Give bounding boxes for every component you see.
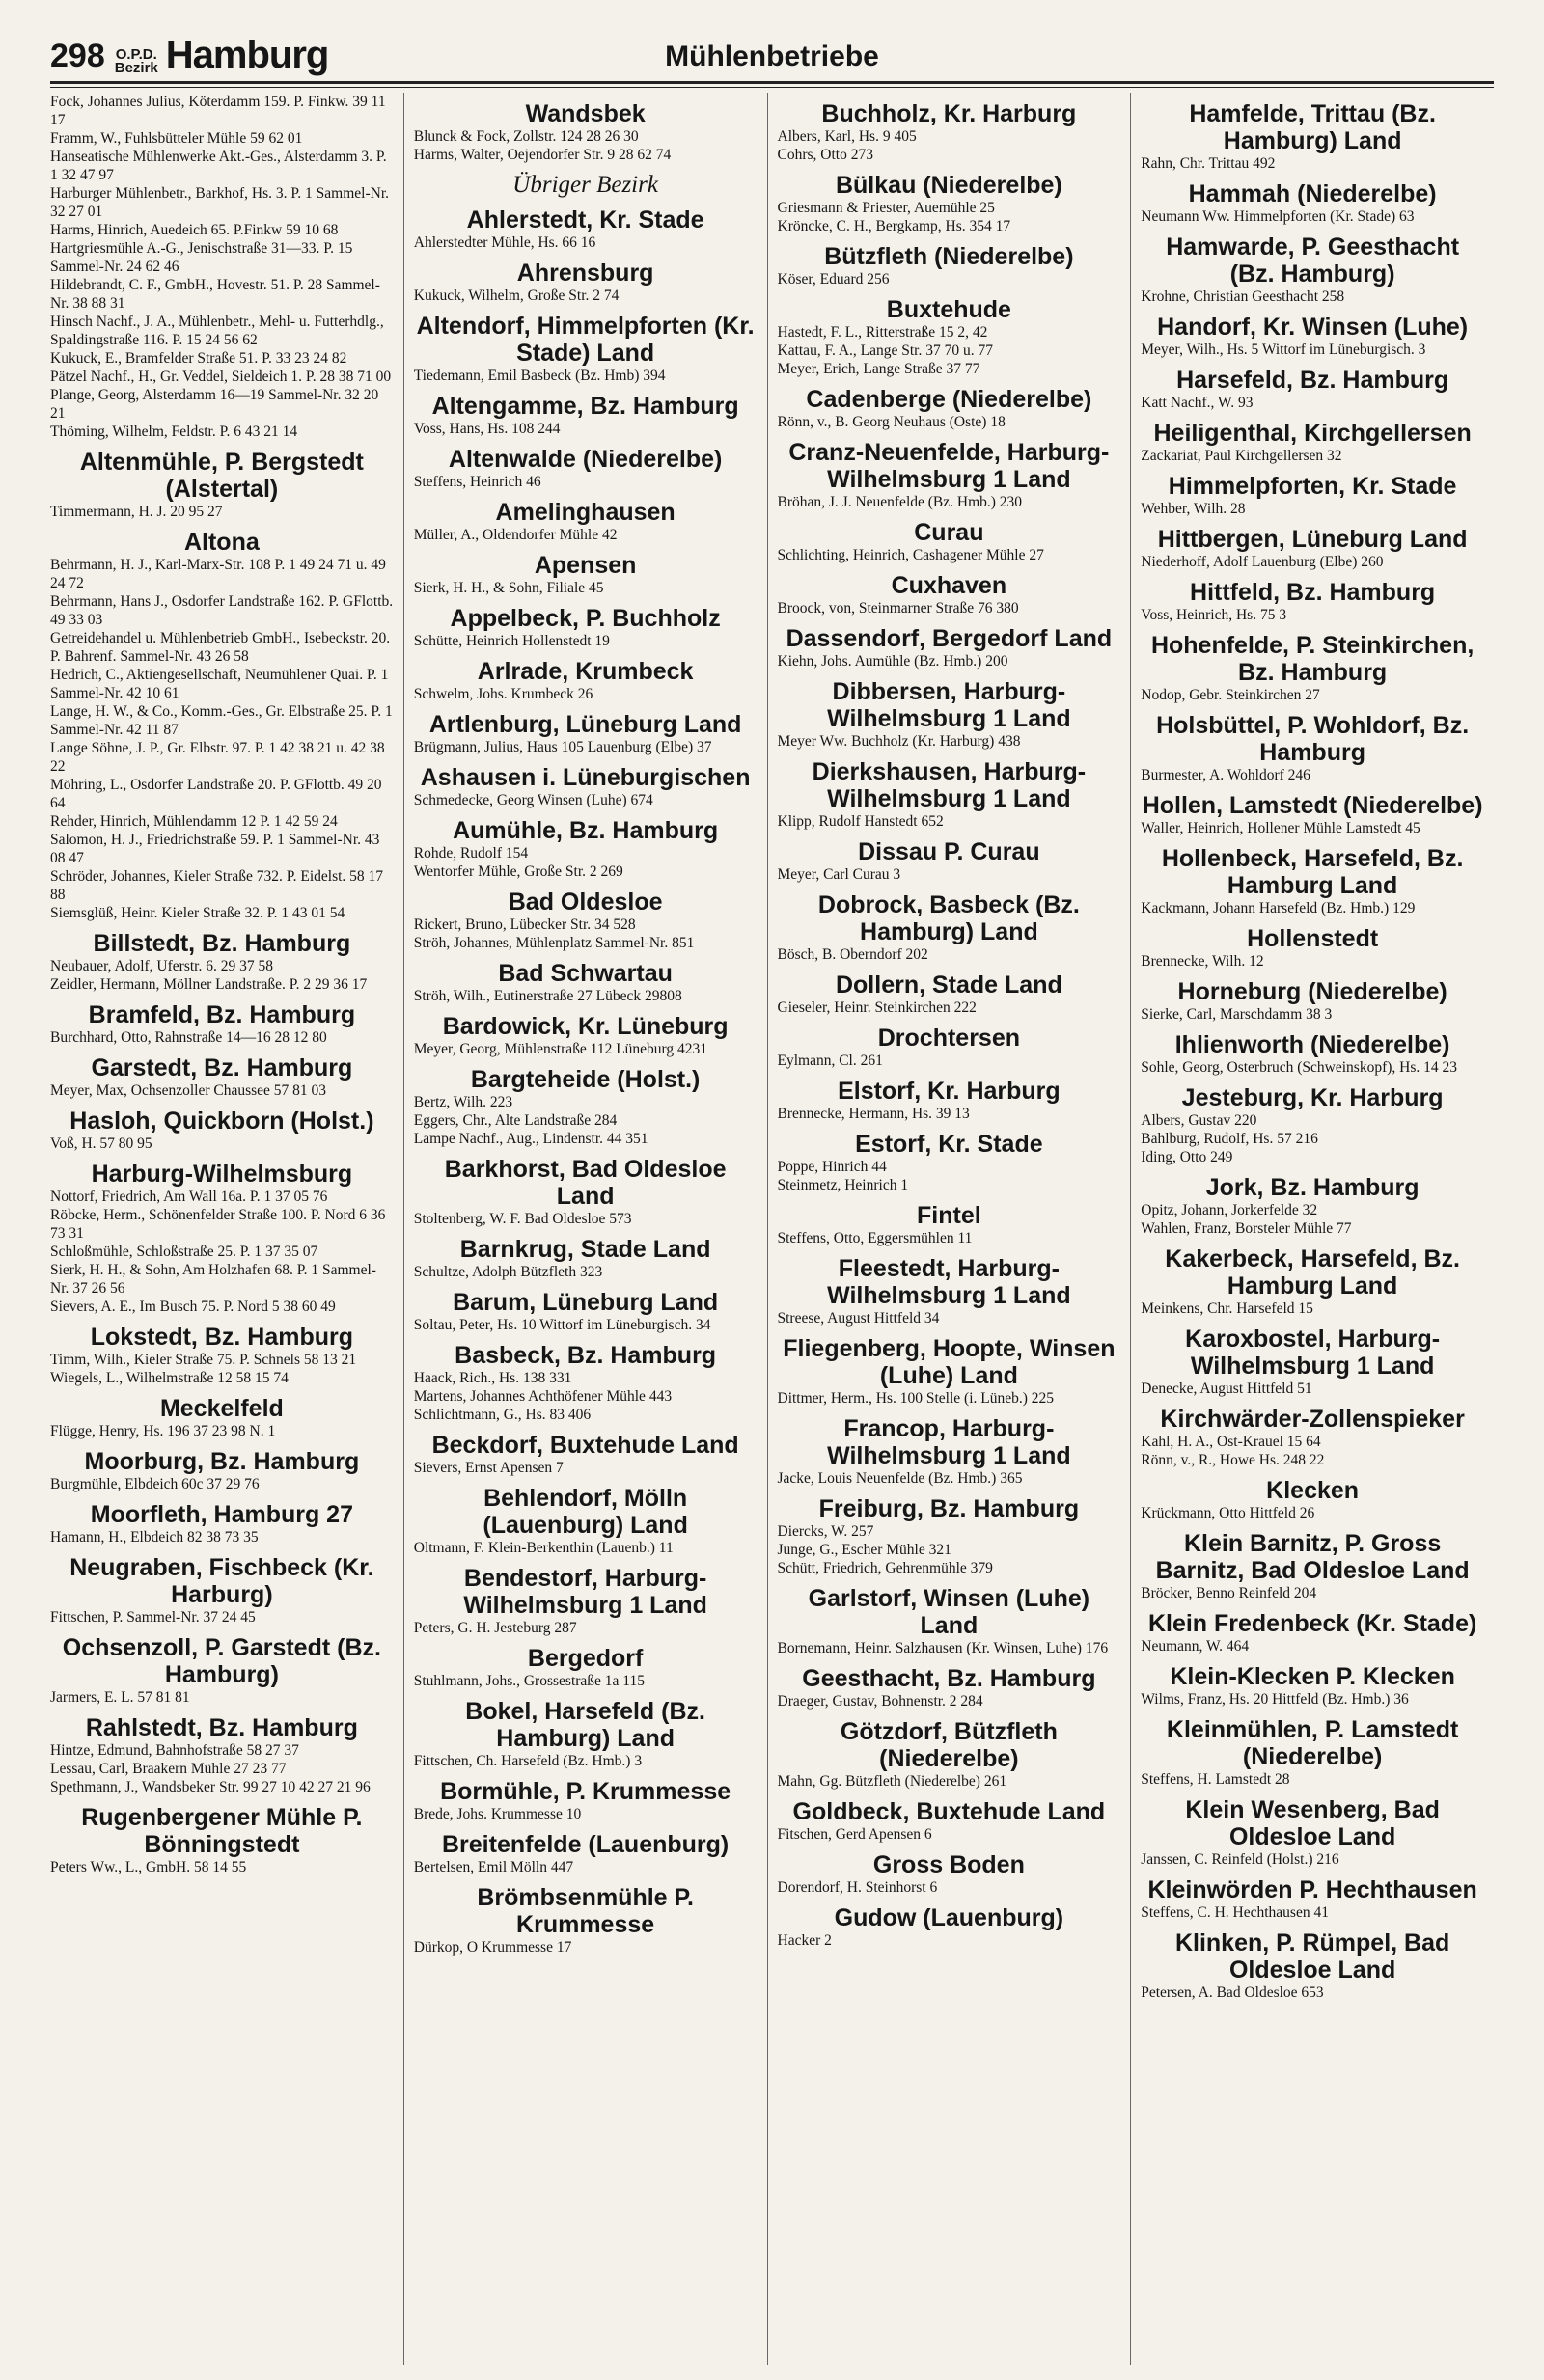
mill-entry: Katt Nachf., W. 93 bbox=[1141, 395, 1254, 411]
mill-entry: Sohle, Georg, Osterbruch (Schweinskopf), Hs. 14 23 bbox=[1141, 1059, 1457, 1076]
mill-entry: Peters Ww., L., GmbH. 58 14 55 bbox=[50, 1859, 247, 1875]
locality-heading: Dissau P. Curau bbox=[858, 838, 1040, 865]
locality-heading: Ashausen i. Lüneburgischen bbox=[420, 764, 751, 791]
locality-heading: Dassendorf, Bergedorf Land bbox=[786, 625, 1113, 652]
mill-entry: Timmermann, H. J. 20 95 27 bbox=[50, 504, 223, 520]
locality-heading: Cranz-Neuenfelde, Harburg-Wilhelmsburg 1 Land bbox=[788, 439, 1110, 493]
locality-heading: Freiburg, Bz. Hamburg bbox=[818, 1495, 1080, 1522]
mill-entry: Rickert, Bruno, Lübecker Str. 34 528 bbox=[413, 916, 636, 933]
locality-heading: Jesteburg, Kr. Harburg bbox=[1181, 1084, 1444, 1111]
locality-heading: Kleinmühlen, P. Lamstedt (Niederelbe) bbox=[1166, 1716, 1459, 1770]
mill-entry: Tiedemann, Emil Basbeck (Bz. Hmb) 394 bbox=[413, 368, 666, 384]
mill-entry: Getreidehandel u. Mühlenbetrieb GmbH., Isebeckstr. 20. P. Bahrenf. Sammel-Nr. 43 26 58 bbox=[50, 630, 391, 665]
locality-heading: Altona bbox=[183, 529, 260, 556]
locality-heading: Altendorf, Himmelpforten (Kr. Stade) Land bbox=[416, 313, 755, 367]
locality-heading: Himmelpforten, Kr. Stade bbox=[1168, 473, 1457, 500]
locality-heading: Horneburg (Niederelbe) bbox=[1177, 978, 1448, 1005]
mill-entry: Opitz, Johann, Jorkerfelde 32 bbox=[1141, 1202, 1318, 1218]
mill-entry: Behrmann, Hans J., Osdorfer Landstraße 162. P. GFlottb. 49 33 03 bbox=[50, 593, 394, 628]
mill-entry: Haack, Rich., Hs. 138 331 bbox=[413, 1370, 572, 1386]
locality-heading: Hamfelde, Trittau (Bz. Hamburg) Land bbox=[1189, 100, 1436, 154]
mill-entry: Harms, Walter, Oejendorfer Str. 9 28 62 74 bbox=[413, 147, 672, 163]
locality-heading: Fleestedt, Harburg-Wilhelmsburg 1 Land bbox=[827, 1255, 1071, 1309]
locality-heading: Billstedt, Bz. Hamburg bbox=[93, 930, 351, 957]
locality-heading: Gross Boden bbox=[872, 1851, 1025, 1878]
mill-entry: Behrmann, H. J., Karl-Marx-Str. 108 P. 1 49 24 71 u. 49 24 72 bbox=[50, 557, 386, 591]
locality-heading: Fintel bbox=[917, 1202, 981, 1229]
locality-heading: Harsefeld, Bz. Hamburg bbox=[1176, 367, 1449, 394]
locality-heading: Barnkrug, Stade Land bbox=[459, 1236, 711, 1263]
mill-entry: Cohrs, Otto 273 bbox=[777, 147, 873, 163]
locality-heading: Klein-Klecken P. Klecken bbox=[1170, 1663, 1455, 1690]
mill-entry: Eylmann, Cl. 261 bbox=[777, 1053, 883, 1069]
mill-entry: Neumann Ww. Himmelpforten (Kr. Stade) 63 bbox=[1141, 208, 1415, 225]
locality-heading: Hollenstedt bbox=[1247, 925, 1379, 952]
mill-entry: Plange, Georg, Alsterdamm 16—19 Sammel-Nr. 32 20 21 bbox=[50, 387, 379, 422]
locality-heading: Bergedorf bbox=[527, 1645, 644, 1672]
mill-entry: Salomon, H. J., Friedrichstraße 59. P. 1 Sammel-Nr. 43 08 47 bbox=[50, 832, 380, 866]
locality-heading: Bokel, Harsefeld (Bz. Hamburg) Land bbox=[465, 1698, 705, 1752]
mill-entry: Hamann, H., Elbdeich 82 38 73 35 bbox=[50, 1529, 259, 1546]
mill-entry: Blunck & Fock, Zollstr. 124 28 26 30 bbox=[413, 128, 639, 145]
mill-entry: Köser, Eduard 256 bbox=[777, 271, 890, 287]
mill-entry: Flügge, Henry, Hs. 196 37 23 98 N. 1 bbox=[50, 1423, 276, 1439]
mill-entry: Schröder, Johannes, Kieler Straße 732. P. Eidelst. 58 17 88 bbox=[50, 868, 384, 903]
locality-heading: Götzdorf, Bützfleth (Niederelbe) bbox=[840, 1718, 1058, 1772]
mill-entry: Voß, H. 57 80 95 bbox=[50, 1135, 152, 1152]
locality-heading: Francop, Harburg-Wilhelmsburg 1 Land bbox=[827, 1415, 1071, 1469]
mill-entry: Siemsglüß, Heinr. Kieler Straße 32. P. 1 43 01 54 bbox=[50, 905, 345, 921]
mill-entry: Burgmühle, Elbdeich 60c 37 29 76 bbox=[50, 1476, 260, 1492]
mill-entry: Wahlen, Franz, Borsteler Mühle 77 bbox=[1141, 1220, 1352, 1237]
mill-entry: Spethmann, J., Wandsbeker Str. 99 27 10 42 27 21 96 bbox=[50, 1779, 371, 1795]
mill-entry: Bahlburg, Rudolf, Hs. 57 216 bbox=[1141, 1131, 1318, 1147]
mill-entry: Röbcke, Herm., Schönenfelder Straße 100. P. Nord 6 36 73 31 bbox=[50, 1207, 386, 1242]
mill-entry: Kattau, F. A., Lange Str. 37 70 u. 77 bbox=[777, 342, 993, 359]
mill-entry: Neubauer, Adolf, Uferstr. 6. 29 37 58 bbox=[50, 958, 273, 974]
mill-entry: Meyer, Carl Curau 3 bbox=[777, 866, 901, 883]
mill-entry: Peters, G. H. Jesteburg 287 bbox=[413, 1620, 577, 1636]
locality-heading: Bützfleth (Niederelbe) bbox=[824, 243, 1074, 270]
mill-entry: Meinkens, Chr. Harsefeld 15 bbox=[1141, 1300, 1313, 1317]
locality-heading: Rugenbergener Mühle P. Bönningstedt bbox=[81, 1804, 363, 1858]
mill-entry: Junge, G., Escher Mühle 321 bbox=[777, 1542, 951, 1558]
mill-entry: Steffens, Otto, Eggersmühlen 11 bbox=[777, 1230, 973, 1246]
locality-heading: Cuxhaven bbox=[891, 572, 1007, 599]
mill-entry: Meyer Ww. Buchholz (Kr. Harburg) 438 bbox=[777, 733, 1021, 750]
mill-entry: Poppe, Hinrich 44 bbox=[777, 1159, 887, 1175]
locality-heading: Buchholz, Kr. Harburg bbox=[821, 100, 1077, 127]
mill-entry: Steinmetz, Heinrich 1 bbox=[777, 1177, 909, 1193]
locality-heading: Klecken bbox=[1266, 1477, 1360, 1504]
mill-entry: Lange, H. W., & Co., Komm.-Ges., Gr. Elbstraße 25. P. 1 Sammel-Nr. 42 11 87 bbox=[50, 703, 393, 738]
mill-entry: Bröhan, J. J. Neuenfelde (Bz. Hmb.) 230 bbox=[777, 494, 1023, 510]
mill-entry: Gieseler, Heinr. Steinkirchen 222 bbox=[777, 999, 977, 1016]
locality-heading: Heiligenthal, Kirchgellersen bbox=[1153, 420, 1472, 447]
columns bbox=[50, 93, 1494, 2365]
locality-heading: Appelbeck, P. Buchholz bbox=[450, 605, 721, 632]
mill-entry: Sievers, Ernst Apensen 7 bbox=[413, 1460, 564, 1476]
column-1 bbox=[50, 93, 403, 2365]
mill-entry: Schwelm, Johs. Krumbeck 26 bbox=[413, 686, 593, 702]
mill-entry: Hastedt, F. L., Ritterstraße 15 2, 42 bbox=[777, 324, 988, 341]
mill-entry: Lessau, Carl, Braakern Mühle 27 23 77 bbox=[50, 1761, 287, 1777]
mill-entry: Bösch, B. Oberndorf 202 bbox=[777, 946, 928, 963]
section-subheading: Übriger Bezirk bbox=[512, 172, 658, 198]
locality-heading: Harburg-Wilhelmsburg bbox=[91, 1161, 353, 1188]
mill-entry: Ströh, Wilh., Eutinerstraße 27 Lübeck 29808 bbox=[413, 988, 682, 1004]
mill-entry: Lampe Nachf., Aug., Lindenstr. 44 351 bbox=[413, 1131, 648, 1147]
locality-heading: Hittbergen, Lüneburg Land bbox=[1157, 526, 1468, 553]
locality-heading: Hittfeld, Bz. Hamburg bbox=[1190, 579, 1436, 606]
mill-entry: Krohne, Christian Geesthacht 258 bbox=[1141, 288, 1345, 305]
locality-heading: Dobrock, Basbeck (Bz. Hamburg) Land bbox=[817, 891, 1080, 945]
mill-entry: Burmester, A. Wohldorf 246 bbox=[1141, 767, 1310, 783]
mill-entry: Broock, von, Steinmarner Straße 76 380 bbox=[777, 600, 1019, 616]
locality-heading: Drochtersen bbox=[877, 1025, 1020, 1052]
locality-heading: Basbeck, Bz. Hamburg bbox=[455, 1342, 717, 1369]
mill-entry: Nodop, Gebr. Steinkirchen 27 bbox=[1141, 687, 1320, 703]
mill-entry: Jarmers, E. L. 57 81 81 bbox=[50, 1689, 190, 1706]
page-number: 298 bbox=[50, 38, 105, 74]
mill-entry: Bröcker, Benno Reinfeld 204 bbox=[1141, 1585, 1317, 1601]
locality-heading: Altenwalde (Niederelbe) bbox=[448, 446, 723, 473]
mill-entry: Dorendorf, H. Steinhorst 6 bbox=[777, 1879, 938, 1896]
locality-heading: Dierkshausen, Harburg-Wilhelmsburg 1 Land bbox=[812, 758, 1087, 812]
mill-entry: Waller, Heinrich, Hollener Mühle Lamstedt 45 bbox=[1141, 820, 1420, 836]
locality-heading: Dollern, Stade Land bbox=[835, 971, 1062, 999]
mill-entry: Harms, Hinrich, Auedeich 65. P.Finkw 59 10 68 bbox=[50, 222, 339, 238]
locality-heading: Altengamme, Bz. Hamburg bbox=[431, 393, 739, 420]
mill-entry: Mahn, Gg. Bützfleth (Niederelbe) 261 bbox=[777, 1773, 1007, 1790]
mill-entry: Brede, Johs. Krummesse 10 bbox=[413, 1806, 582, 1822]
mill-entry: Pätzel Nachf., H., Gr. Veddel, Sieldeich 1. P. 28 38 71 00 bbox=[50, 369, 392, 385]
mill-entry: Fock, Johannes Julius, Köterdamm 159. P. Finkw. 39 11 17 bbox=[50, 94, 386, 128]
locality-heading: Klein Wesenberg, Bad Oldesloe Land bbox=[1185, 1796, 1440, 1850]
locality-heading: Amelinghausen bbox=[495, 499, 676, 526]
locality-heading: Breitenfelde (Lauenburg) bbox=[442, 1831, 730, 1858]
locality-heading: Neugraben, Fischbeck (Kr. Harburg) bbox=[69, 1554, 374, 1608]
locality-heading: Ahlerstedt, Kr. Stade bbox=[466, 206, 704, 233]
locality-heading: Bargteheide (Holst.) bbox=[470, 1066, 701, 1093]
mill-entry: Kukuck, Wilhelm, Große Str. 2 74 bbox=[413, 287, 620, 304]
locality-heading: Ahrensburg bbox=[516, 260, 654, 287]
mill-entry: Hildebrandt, C. F., GmbH., Hovestr. 51. P. 28 Sammel-Nr. 38 88 31 bbox=[50, 277, 380, 312]
locality-heading: Moorfleth, Hamburg 27 bbox=[90, 1501, 353, 1528]
mill-entry: Meyer, Erich, Lange Straße 37 77 bbox=[777, 361, 980, 377]
mill-entry: Martens, Johannes Achthöfener Mühle 443 bbox=[413, 1388, 673, 1405]
mill-entry: Burchhard, Otto, Rahnstraße 14—16 28 12 80 bbox=[50, 1029, 327, 1046]
locality-heading: Bad Schwartau bbox=[498, 960, 673, 987]
column-2 bbox=[403, 93, 767, 2365]
mill-entry: Dürkop, O Krummesse 17 bbox=[413, 1939, 572, 1956]
mill-entry: Schmedecke, Georg Winsen (Luhe) 674 bbox=[413, 792, 653, 808]
mill-entry: Bertelsen, Emil Mölln 447 bbox=[413, 1859, 574, 1875]
locality-heading: Holsbüttel, P. Wohldorf, Bz. Hamburg bbox=[1156, 712, 1470, 766]
mill-entry: Griesmann & Priester, Auemühle 25 bbox=[777, 200, 995, 216]
mill-entry: Kackmann, Johann Harsefeld (Bz. Hmb.) 129 bbox=[1141, 900, 1416, 916]
mill-entry: Hintze, Edmund, Bahnhofstraße 58 27 37 bbox=[50, 1742, 299, 1759]
page-header bbox=[50, 21, 1494, 75]
bezirk-label: Bezirk bbox=[114, 60, 158, 76]
mill-entry: Zeidler, Hermann, Möllner Landstraße. P. 2 29 36 17 bbox=[50, 976, 368, 993]
mill-entry: Fittschen, P. Sammel-Nr. 37 24 45 bbox=[50, 1609, 256, 1626]
mill-entry: Wilms, Franz, Hs. 20 Hittfeld (Bz. Hmb.) 36 bbox=[1141, 1691, 1409, 1708]
locality-heading: Lokstedt, Bz. Hamburg bbox=[90, 1324, 353, 1351]
mill-entry: Kukuck, E., Bramfelder Straße 51. P. 33 23 24 82 bbox=[50, 350, 347, 367]
mill-entry: Streese, August Hittfeld 34 bbox=[777, 1310, 940, 1327]
locality-heading: Handorf, Kr. Winsen (Luhe) bbox=[1157, 314, 1469, 341]
locality-heading: Aumühle, Bz. Hamburg bbox=[453, 817, 719, 844]
locality-heading: Garlstorf, Winsen (Luhe) Land bbox=[808, 1585, 1090, 1639]
mill-entry: Voss, Heinrich, Hs. 75 3 bbox=[1141, 607, 1287, 623]
mill-entry: Steffens, C. H. Hechthausen 41 bbox=[1141, 1904, 1329, 1921]
locality-heading: Brömbsenmühle P. Krummesse bbox=[477, 1884, 694, 1938]
locality-heading: Estorf, Kr. Stade bbox=[855, 1131, 1043, 1158]
locality-heading: Wandsbek bbox=[525, 100, 646, 127]
mill-entry: Meyer, Wilh., Hs. 5 Wittorf im Lüneburgisch. 3 bbox=[1141, 342, 1426, 358]
mill-entry: Meyer, Max, Ochsenzoller Chaussee 57 81 03 bbox=[50, 1082, 327, 1099]
mill-entry: Stoltenberg, W. F. Bad Oldesloe 573 bbox=[413, 1211, 632, 1227]
mill-entry: Schultze, Adolph Bützfleth 323 bbox=[413, 1264, 603, 1280]
mill-entry: Schlichtmann, G., Hs. 83 406 bbox=[413, 1407, 592, 1423]
mill-entry: Ströh, Johannes, Mühlenplatz Sammel-Nr. 851 bbox=[413, 935, 695, 951]
mill-entry: Framm, W., Fuhlsbütteler Mühle 59 62 01 bbox=[50, 130, 303, 147]
locality-heading: Klein Barnitz, P. Gross Barnitz, Bad Oldesloe Land bbox=[1155, 1530, 1470, 1584]
mill-entry: Hinsch Nachf., J. A., Mühlenbetr., Mehl- u. Futterhdlg., Spaldingstraße 116. P. 15 24 56 62 bbox=[50, 314, 384, 348]
locality-heading: Elstorf, Kr. Harburg bbox=[838, 1078, 1061, 1105]
section-title: Mühlenbetriebe bbox=[665, 41, 879, 72]
mill-entry: Rohde, Rudolf 154 bbox=[413, 845, 529, 862]
mill-entry: Bornemann, Heinr. Salzhausen (Kr. Winsen, Luhe) 176 bbox=[777, 1640, 1109, 1656]
mill-entry: Jacke, Louis Neuenfelde (Bz. Hmb.) 365 bbox=[777, 1470, 1023, 1487]
locality-heading: Gudow (Lauenburg) bbox=[834, 1904, 1064, 1931]
mill-entry: Ahlerstedter Mühle, Hs. 66 16 bbox=[413, 234, 596, 251]
locality-heading: Geesthacht, Bz. Hamburg bbox=[802, 1665, 1096, 1692]
mill-entry: Kiehn, Johs. Aumühle (Bz. Hmb.) 200 bbox=[777, 653, 1008, 670]
locality-heading: Fliegenberg, Hoopte, Winsen (Luhe) Land bbox=[783, 1335, 1116, 1389]
mill-entry: Nottorf, Friedrich, Am Wall 16a. P. 1 37 05 76 bbox=[50, 1189, 328, 1205]
locality-heading: Kirchwärder-Zollenspieker bbox=[1160, 1406, 1465, 1433]
mill-entry: Harburger Mühlenbetr., Barkhof, Hs. 3. P. 1 Sammel-Nr. 32 27 01 bbox=[50, 185, 389, 220]
locality-heading: Jork, Bz. Hamburg bbox=[1205, 1174, 1420, 1201]
mill-entry: Müller, A., Oldendorfer Mühle 42 bbox=[413, 527, 618, 543]
locality-heading: Ochsenzoll, P. Garstedt (Bz. Hamburg) bbox=[62, 1634, 381, 1688]
mill-entry: Albers, Karl, Hs. 9 405 bbox=[777, 128, 917, 145]
header-rule-thin bbox=[50, 87, 1494, 88]
mill-entry: Hartgriesmühle A.-G., Jenischstraße 31—33. P. 15 Sammel-Nr. 24 62 46 bbox=[50, 240, 353, 275]
locality-heading: Cadenberge (Niederelbe) bbox=[806, 386, 1092, 413]
locality-heading: Hammah (Niederelbe) bbox=[1188, 180, 1437, 207]
mill-entry: Petersen, A. Bad Oldesloe 653 bbox=[1141, 1984, 1324, 2001]
locality-heading: Kakerbeck, Harsefeld, Bz. Hamburg Land bbox=[1165, 1245, 1460, 1299]
locality-heading: Dibbersen, Harburg-Wilhelmsburg 1 Land bbox=[827, 678, 1071, 732]
mill-entry: Rehder, Hinrich, Mühlendamm 12 P. 1 42 59 24 bbox=[50, 813, 338, 830]
mill-entry: Meyer, Georg, Mühlenstraße 112 Lüneburg 4231 bbox=[413, 1041, 708, 1057]
mill-entry: Fitschen, Gerd Apensen 6 bbox=[777, 1826, 932, 1843]
locality-heading: Bormühle, P. Krummesse bbox=[440, 1778, 731, 1805]
mill-entry: Bertz, Wilh. 223 bbox=[413, 1094, 513, 1110]
mill-entry: Neumann, W. 464 bbox=[1141, 1638, 1250, 1655]
mill-entry: Steffens, Heinrich 46 bbox=[413, 474, 541, 490]
column-3 bbox=[767, 93, 1131, 2365]
locality-heading: Moorburg, Bz. Hamburg bbox=[84, 1448, 360, 1475]
locality-heading: Bardowick, Kr. Lüneburg bbox=[442, 1013, 729, 1040]
locality-heading: Behlendorf, Mölln (Lauenburg) Land bbox=[482, 1485, 688, 1539]
mill-entry: Draeger, Gustav, Bohnenstr. 2 284 bbox=[777, 1693, 983, 1710]
mill-entry: Denecke, August Hittfeld 51 bbox=[1141, 1381, 1312, 1397]
mill-entry: Schlichting, Heinrich, Cashagener Mühle 27 bbox=[777, 547, 1044, 563]
mill-entry: Brennecke, Hermann, Hs. 39 13 bbox=[777, 1106, 970, 1122]
city-name: Hamburg bbox=[165, 34, 329, 76]
locality-heading: Karoxbostel, Harburg-Wilhelmsburg 1 Land bbox=[1185, 1326, 1441, 1380]
locality-heading: Hasloh, Quickborn (Holst.) bbox=[69, 1108, 374, 1135]
mill-entry: Niederhoff, Adolf Lauenburg (Elbe) 260 bbox=[1141, 554, 1384, 570]
locality-heading: Hamwarde, P. Geesthacht (Bz. Hamburg) bbox=[1166, 233, 1460, 287]
mill-entry: Schütt, Friedrich, Gehrenmühle 379 bbox=[777, 1560, 993, 1576]
mill-entry: Schütte, Heinrich Hollenstedt 19 bbox=[413, 633, 610, 649]
locality-heading: Barkhorst, Bad Oldesloe Land bbox=[444, 1156, 727, 1210]
locality-heading: Hohenfelde, P. Steinkirchen, Bz. Hamburg bbox=[1150, 632, 1475, 686]
column-4 bbox=[1130, 93, 1494, 2365]
mill-entry: Wiegels, L., Wilhelmstraße 12 58 15 74 bbox=[50, 1370, 289, 1386]
locality-heading: Hollen, Lamstedt (Niederelbe) bbox=[1142, 792, 1483, 819]
locality-heading: Curau bbox=[914, 519, 984, 546]
mill-entry: Brügmann, Julius, Haus 105 Lauenburg (Elbe) 37 bbox=[413, 739, 712, 755]
locality-heading: Hollenbeck, Harsefeld, Bz. Hamburg Land bbox=[1161, 845, 1464, 899]
locality-heading: Beckdorf, Buxtehude Land bbox=[431, 1432, 739, 1459]
mill-entry: Timm, Wilh., Kieler Straße 75. P. Schnels 58 13 21 bbox=[50, 1352, 357, 1368]
mill-entry: Diercks, W. 257 bbox=[777, 1523, 874, 1540]
mill-entry: Dittmer, Herm., Hs. 100 Stelle (i. Lüneb.) 225 bbox=[777, 1390, 1055, 1407]
locality-heading: Apensen bbox=[534, 552, 637, 579]
mill-entry: Voss, Hans, Hs. 108 244 bbox=[413, 421, 561, 437]
mill-entry: Thöming, Wilhelm, Feldstr. P. 6 43 21 14 bbox=[50, 424, 298, 440]
mill-entry: Sierk, H. H., & Sohn, Filiale 45 bbox=[413, 580, 604, 596]
locality-heading: Meckelfeld bbox=[159, 1395, 284, 1422]
locality-heading: Goldbeck, Buxtehude Land bbox=[792, 1798, 1106, 1825]
locality-heading: Ihlienworth (Niederelbe) bbox=[1174, 1031, 1450, 1058]
locality-heading: Klein Fredenbeck (Kr. Stade) bbox=[1147, 1610, 1477, 1637]
locality-heading: Altenmühle, P. Bergstedt (Alstertal) bbox=[79, 449, 364, 503]
mill-entry: Rönn, v., B. Georg Neuhaus (Oste) 18 bbox=[777, 414, 1006, 430]
locality-heading: Barum, Lüneburg Land bbox=[453, 1289, 719, 1316]
mill-entry: Kröncke, C. H., Bergkamp, Hs. 354 17 bbox=[777, 218, 1011, 234]
mill-entry: Albers, Gustav 220 bbox=[1141, 1112, 1257, 1129]
mill-entry: Krückmann, Otto Hittfeld 26 bbox=[1141, 1505, 1315, 1521]
mill-entry: Brennecke, Wilh. 12 bbox=[1141, 953, 1264, 970]
locality-heading: Bramfeld, Bz. Hamburg bbox=[88, 1001, 356, 1028]
locality-heading: Klinken, P. Rümpel, Bad Oldesloe Land bbox=[1174, 1929, 1450, 1983]
mill-entry: Fittschen, Ch. Harsefeld (Bz. Hmb.) 3 bbox=[413, 1753, 643, 1769]
mill-entry: Zackariat, Paul Kirchgellersen 32 bbox=[1141, 448, 1342, 464]
mill-entry: Möhring, L., Osdorfer Landstraße 20. P. GFlottb. 49 20 64 bbox=[50, 777, 382, 811]
locality-heading: Bendestorf, Harburg-Wilhelmsburg 1 Land bbox=[463, 1565, 707, 1619]
mill-entry: Oltmann, F. Klein-Berkenthin (Lauenb.) 11 bbox=[413, 1540, 674, 1556]
mill-entry: Hacker 2 bbox=[777, 1932, 832, 1949]
locality-heading: Arlrade, Krumbeck bbox=[477, 658, 694, 685]
mill-entry: Rahn, Chr. Trittau 492 bbox=[1141, 155, 1276, 172]
mill-entry: Steffens, H. Lamstedt 28 bbox=[1141, 1771, 1290, 1788]
mill-entry: Iding, Otto 249 bbox=[1141, 1149, 1233, 1165]
locality-heading: Bad Oldesloe bbox=[508, 889, 663, 916]
mill-entry: Janssen, C. Reinfeld (Holst.) 216 bbox=[1141, 1851, 1339, 1868]
mill-entry: Soltau, Peter, Hs. 10 Wittorf im Lüneburgisch. 34 bbox=[413, 1317, 711, 1333]
mill-entry: Eggers, Chr., Alte Landstraße 284 bbox=[413, 1112, 618, 1129]
locality-heading: Garstedt, Bz. Hamburg bbox=[91, 1054, 353, 1081]
mill-entry: Kahl, H. A., Ost-Krauel 15 64 bbox=[1141, 1434, 1321, 1450]
locality-heading: Artlenburg, Lüneburg Land bbox=[428, 711, 742, 738]
mill-entry: Klipp, Rudolf Hanstedt 652 bbox=[777, 813, 944, 830]
mill-entry: Hanseatische Mühlenwerke Akt.-Ges., Alsterdamm 3. P. 1 32 47 97 bbox=[50, 149, 387, 183]
mill-entry: Lange Söhne, J. P., Gr. Elbstr. 97. P. 1 42 38 21 u. 42 38 22 bbox=[50, 740, 385, 775]
mill-entry: Hedrich, C., Aktiengesellschaft, Neumühlener Quai. P. 1 Sammel-Nr. 42 10 61 bbox=[50, 667, 389, 701]
mill-entry: Sierk, H. H., & Sohn, Am Holzhafen 68. P. 1 Sammel-Nr. 37 26 56 bbox=[50, 1262, 376, 1297]
header-rule bbox=[50, 81, 1494, 84]
mill-entry: Stuhlmann, Johs., Grossestraße 1a 115 bbox=[413, 1673, 645, 1689]
mill-entry: Rönn, v., R., Howe Hs. 248 22 bbox=[1141, 1452, 1325, 1468]
mill-entry: Sievers, A. E., Im Busch 75. P. Nord 5 38 60 49 bbox=[50, 1299, 336, 1315]
mill-entry: Schloßmühle, Schloßstraße 25. P. 1 37 35 07 bbox=[50, 1244, 318, 1260]
locality-heading: Buxtehude bbox=[886, 296, 1011, 323]
locality-heading: Rahlstedt, Bz. Hamburg bbox=[85, 1714, 358, 1741]
opd-label: O.P.D. bbox=[115, 46, 157, 63]
mill-entry: Wehber, Wilh. 28 bbox=[1141, 501, 1246, 517]
mill-entry: Wentorfer Mühle, Große Str. 2 269 bbox=[413, 863, 623, 880]
mill-entry: Sierke, Carl, Marschdamm 38 3 bbox=[1141, 1006, 1333, 1023]
locality-heading: Kleinwörden P. Hechthausen bbox=[1147, 1876, 1477, 1903]
locality-heading: Bülkau (Niederelbe) bbox=[835, 172, 1062, 199]
